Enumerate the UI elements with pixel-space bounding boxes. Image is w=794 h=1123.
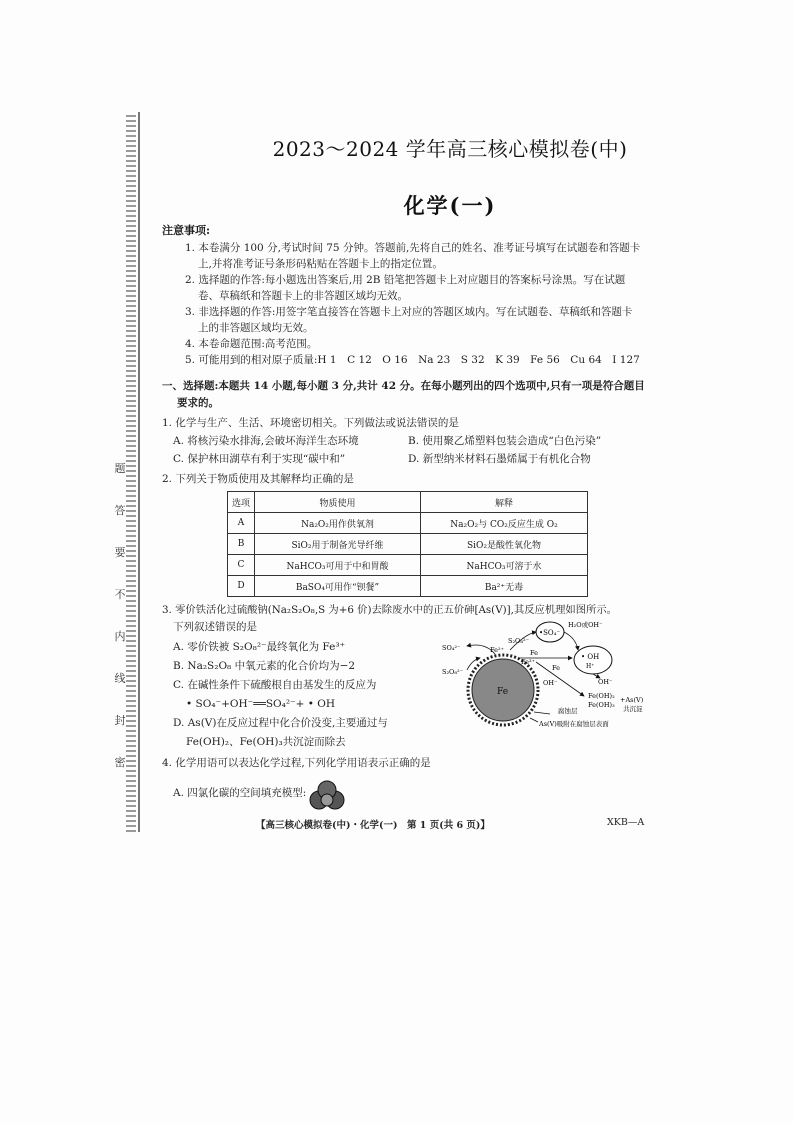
leader-line	[530, 718, 538, 722]
fe-label: Fe	[530, 649, 539, 657]
table-cell: D	[228, 576, 255, 597]
table-cell: BaSO₄可用作“钡餐”	[255, 576, 421, 597]
notice-line: 上的非答题区域均无效。	[198, 322, 314, 334]
binding-strip	[112, 112, 152, 832]
exam-title: 2023～2024 学年高三核心模拟卷(中)	[272, 137, 628, 161]
table-row	[228, 534, 588, 555]
leader-line	[534, 712, 550, 714]
notice-line: 卷、草稿纸和答题卡上的非答题区域均无效。	[198, 290, 408, 302]
table-cell: Na₂O₂用作供氧剂	[255, 513, 421, 534]
option-a: A. 将核污染水排海,会破坏海洋生态环境	[173, 435, 359, 447]
subject-title: 化学(一)	[403, 193, 497, 218]
fe3-label: Fe³⁺	[521, 658, 536, 666]
option-b: B. Na₂S₂O₈ 中氧元素的化合价均为−2	[173, 660, 356, 672]
question-stem: 1. 化学与生产、生活、环境密切相关。下列做法或说法错误的是	[162, 417, 459, 429]
h-plus-label: H⁺	[586, 663, 595, 670]
question-stem-cont: 下列叙述错误的是	[173, 621, 257, 633]
iron-core-label: Fe	[497, 687, 509, 697]
section-heading: 一、选择题:本题共 14 小题,每小题 3 分,共计 42 分。在每小题列出的四个选项中,只有一项是符合题目	[162, 380, 645, 392]
table-cell: NaHCO₃可用于中和胃酸	[255, 555, 421, 576]
table-cell: NaHCO₃可溶于水	[421, 555, 588, 576]
carbon-atom	[321, 794, 333, 806]
sulfate-radical-label: •SO₄⁻	[539, 629, 561, 637]
table-row	[228, 555, 588, 576]
corrosion-label: 腐蚀层	[558, 707, 578, 715]
option-d: D. 新型纳米材料石墨烯属于有机化合物	[408, 453, 591, 465]
table-cell: Na₂O₂与 CO₂反应生成 O₂	[421, 513, 588, 534]
table-row	[228, 576, 588, 597]
table-cell: C	[228, 555, 255, 576]
reaction-mechanism-diagram	[440, 612, 652, 730]
hydroxide-label: OH⁻	[543, 679, 558, 687]
notice-line: 1. 本卷满分 100 分,考试时间 75 分钟。答题前,先将自己的姓名、准考证号填写在试题卷和答题卡	[185, 242, 641, 254]
feoh2-label: Fe(OH)₂	[588, 692, 615, 700]
seal-char: 不	[114, 588, 126, 601]
table-cell: SiO₂是酸性氧化物	[421, 534, 588, 555]
adsorption-label: As(V)吸附在腐蚀层表面	[539, 720, 609, 728]
fe2-label: Fe²⁺	[490, 646, 505, 654]
notice-line: 4. 本卷命题范围:高考范围。	[185, 338, 318, 350]
option-d-cont: Fe(OH)₂、Fe(OH)₃共沉淀而除去	[186, 736, 346, 748]
table-cell: SiO₂用于制备光导纤维	[255, 534, 421, 555]
table-header: 选项	[228, 492, 255, 513]
notice-line: 上,并将准考证号条形码粘贴在答题卡上的指定位置。	[198, 258, 443, 270]
table-cell: A	[228, 513, 255, 534]
fe-label: Fe	[552, 664, 561, 672]
seal-char: 密	[114, 756, 126, 769]
table-cell: Ba²⁺无毒	[421, 576, 588, 597]
section-heading-cont: 要求的。	[177, 397, 219, 409]
seal-text	[114, 462, 126, 769]
option-c-equation: • SO₄⁻+OH⁻══SO₄²⁻+ • OH	[186, 698, 336, 710]
table-cell: B	[228, 534, 255, 555]
options-table	[227, 491, 588, 597]
notice-line: 2. 选择题的作答:每小题选出答案后,用 2B 铅笔把答题卡上对应题目的答案标号涂黑。写在试题	[185, 274, 626, 286]
seal-char: 要	[114, 546, 126, 559]
option-b: B. 使用聚乙烯塑料包装会造成“白色污染”	[408, 435, 602, 447]
option-c: C. 在碱性条件下硫酸根自由基发生的反应为	[173, 679, 377, 691]
binding-hatch	[126, 112, 136, 832]
table-header-row	[228, 492, 588, 513]
hydroxide-label: OH⁻	[598, 678, 613, 686]
coprecipitation-label: 共沉淀	[623, 705, 643, 713]
option-a: A. 零价铁被 S₂O₈²⁻最终氧化为 Fe³⁺	[173, 641, 346, 653]
arrow	[564, 632, 578, 650]
table-header: 物质使用	[255, 492, 421, 513]
water-label: H₂O或OH⁻	[568, 621, 603, 629]
notice-line: 5. 可能用到的相对原子质量:H 1 C 12 O 16 Na 23 S 32 K 39 Fe 56 Cu 64 I 127	[185, 354, 640, 366]
feoh3-label: Fe(OH)₃	[588, 701, 615, 709]
sulfate-label: SO₄²⁻	[442, 644, 461, 652]
table-header: 解释	[421, 492, 588, 513]
question-stem: 3. 零价铁活化过硫酸钠(Na₂S₂O₈,S 为+6 价)去除废水中的正五价砷[As(Ⅴ)],其反应机理如图所示。	[162, 604, 617, 616]
notice-heading: 注意事项:	[162, 224, 211, 237]
option-c: C. 保护林田湖草有利于实现“碳中和”	[173, 453, 346, 465]
question-stem: 2. 下列关于物质使用及其解释均正确的是	[162, 473, 354, 485]
hydroxyl-radical-label: • OH	[581, 653, 600, 661]
question-stem: 4. 化学用语可以表达化学过程,下列化学用语表示正确的是	[162, 757, 431, 769]
binding-line	[138, 112, 140, 832]
footer-code: XKB—A	[607, 817, 645, 828]
option-d: D. As(Ⅴ)在反应过程中化合价没变,主要通过与	[173, 717, 388, 729]
seal-char: 答	[114, 504, 126, 517]
footer-page-info: 【高三核心模拟卷(中)・化学(一) 第 1 页(共 6 页)】	[256, 820, 490, 831]
seal-char: 封	[114, 714, 126, 727]
persulfate-left-label: S₂O₈²⁻	[442, 668, 464, 676]
arrow	[593, 674, 600, 678]
seal-char: 内	[114, 630, 126, 643]
ccl4-space-filling-model	[309, 780, 345, 810]
arsenic-label: +As(V)	[620, 696, 644, 704]
notice-line: 3. 非选择题的作答:用签字笔直接答在答题卡上对应的答题区域内。写在试题卷、草稿纸和答题卡	[185, 306, 633, 318]
persulfate-label: S₂O₈²⁻	[508, 637, 530, 645]
seal-char: 题	[114, 462, 126, 475]
table-row	[228, 513, 588, 534]
option-a: A. 四氯化碳的空间填充模型:	[173, 787, 307, 799]
seal-char: 线	[114, 672, 126, 685]
